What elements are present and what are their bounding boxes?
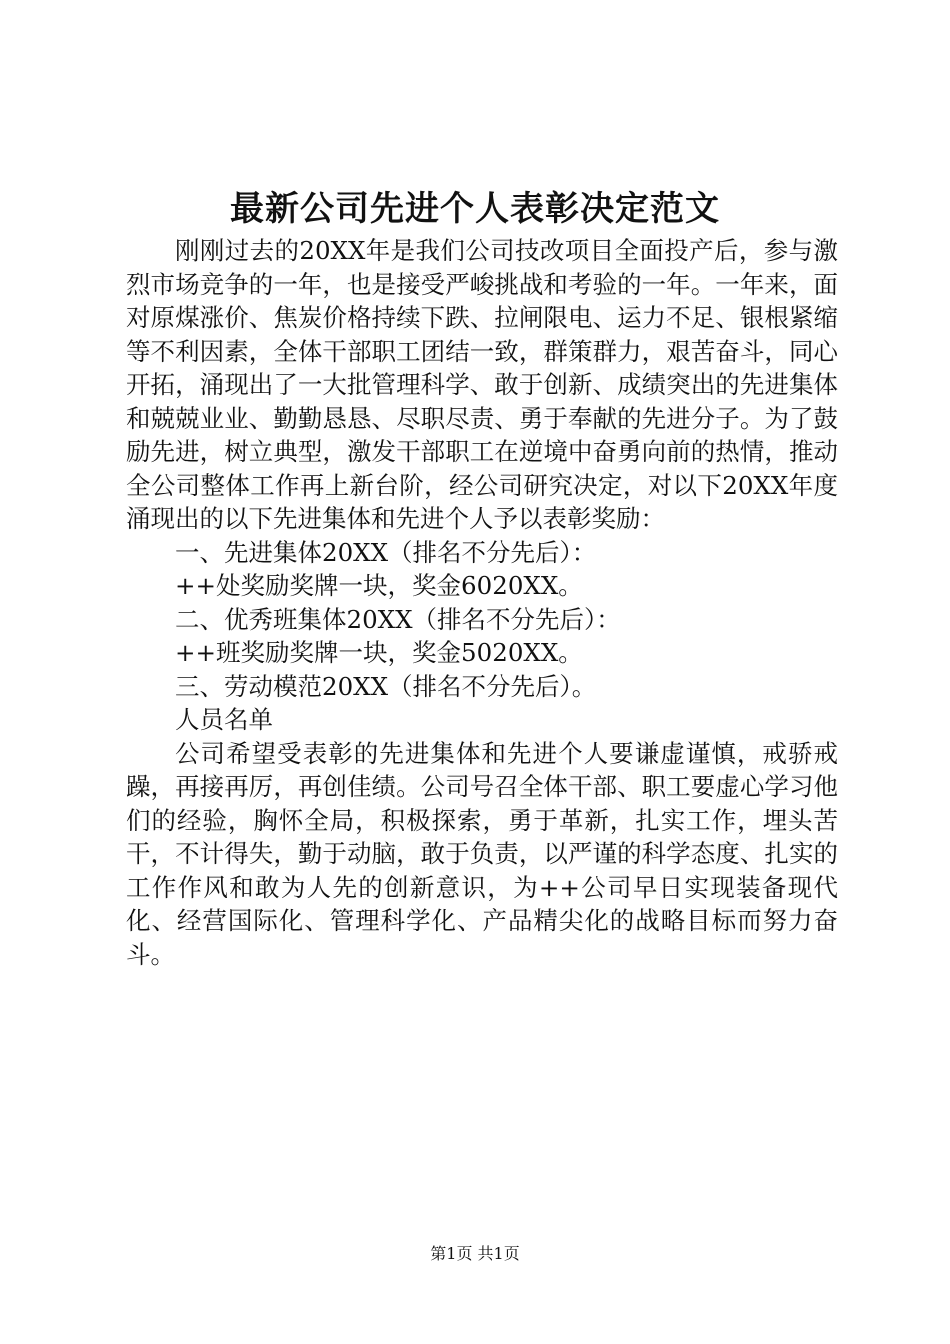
- paragraph-section-3: 三、劳动模范20XX（排名不分先后）。: [175, 671, 597, 701]
- paragraph-name-list: 人员名单: [175, 705, 273, 734]
- page-footer: 第1页 共1页: [430, 1244, 520, 1263]
- paragraph-intro: 刚刚过去的20XX年是我们公司技改项目全面投产后，参与激烈市场竞争的一年，也是接受严峻挑战和考验的一年。一年来，面对原煤涨价、焦炭价格持续下跌、拉闸限电、运力不足、银根紧缩等不利因素，全体干部职工团结一致，群策群力，艰苦奋斗，同心开拓，涌现出了一大批管理科学、敢于创新、成绩突出的先进集体和兢兢业业、勤勤恳恳、尽职尽责、勇于奉献的先进分子。为了鼓励先进，树立典型，激发干部职工在逆境中奋勇向前的热情，推动全公司整体工作再上新台阶，经公司研究决定，对以下20XX年度涌现出的以下先进集体和先进个人予以表彰奖励：: [126, 236, 838, 533]
- paragraph-award-1: ++处奖励奖牌一块，奖金6020XX。: [175, 571, 583, 600]
- paragraph-section-1: 一、先进集体20XX（排名不分先后）：: [175, 537, 597, 567]
- paragraph-section-2: 二、优秀班集体20XX（排名不分先后）：: [175, 604, 621, 634]
- paragraph-closing: 公司希望受表彰的先进集体和先进个人要谦虚谨慎，戒骄戒躁，再接再厉，再创佳绩。公司号召全体干部、职工要虚心学习他们的经验，胸怀全局，积极探索，勇于革新，扎实工作，埋头苦干，不计得失，勤于动脑，敢于负责，以严谨的科学态度、扎实的工作作风和敢为人先的创新意识，为++公司早日实现装备现代化、经营国际化、管理科学化、产品精尖化的战略目标而努力奋斗。: [126, 738, 838, 969]
- document-title: 最新公司先进个人表彰决定范文: [230, 189, 720, 229]
- document-body: [126, 234, 838, 971]
- paragraph-award-2: ++班奖励奖牌一块，奖金5020XX。: [175, 638, 583, 667]
